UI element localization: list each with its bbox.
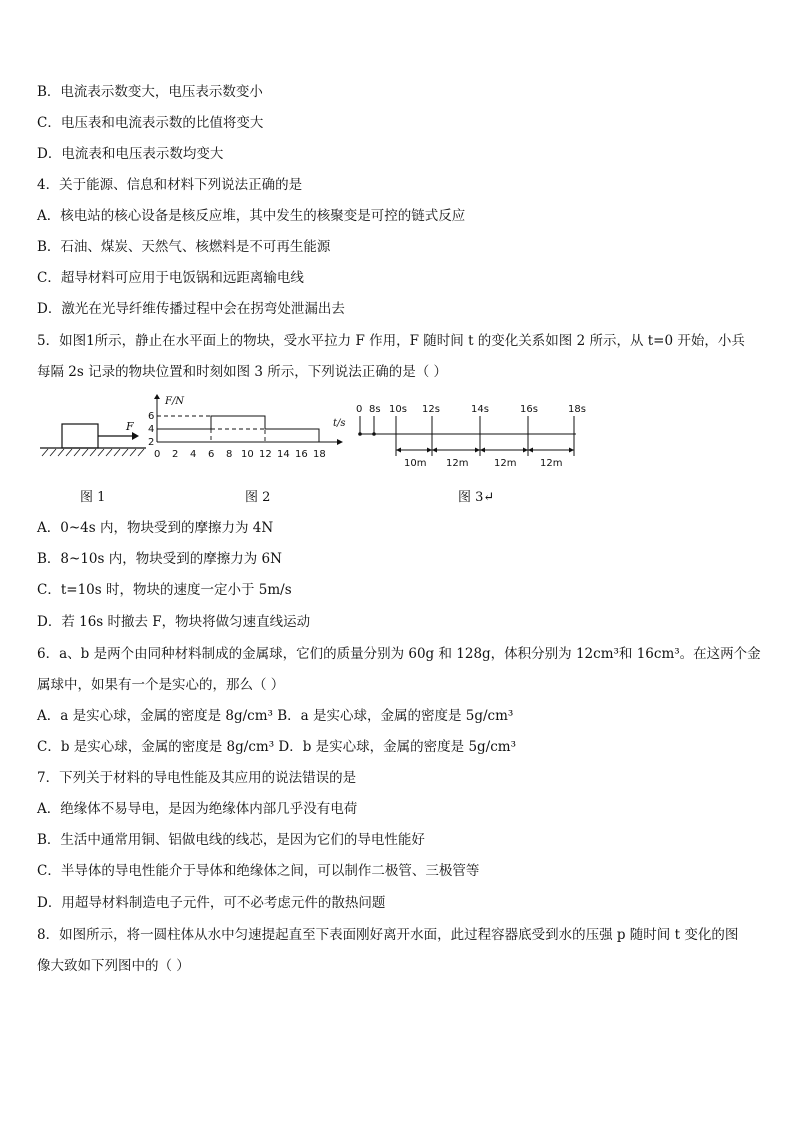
- block: [62, 424, 98, 448]
- time-label: 0: [356, 404, 363, 415]
- time-label: 8s: [369, 404, 381, 415]
- x-axis-arrow: [337, 439, 343, 445]
- figure-3: [352, 398, 592, 474]
- y-tick-label: 2: [148, 437, 155, 448]
- options-6ab: A．a 是实心球，金属的密度是 8g/cm³ B．a 是实心球，金属的密度是 5g/cm³: [37, 708, 514, 724]
- question-6-line1: 6．a、b 是两个由同种材料制成的金属球，它们的质量分别为 60g 和 128g，体积分别为 12cm³和 16cm³。在这两个金: [37, 646, 761, 662]
- option-7c: C．半导体的导电性能介于导体和绝缘体之间，可以制作二极管、三极管等: [37, 863, 480, 879]
- option-4d: D．激光在光导纤维传播过程中会在拐弯处泄漏出去: [37, 301, 345, 317]
- y-axis-arrow: [154, 394, 160, 399]
- question-7: 7．下列关于材料的导电性能及其应用的说法错误的是: [37, 770, 357, 786]
- x-tick-label: 10: [241, 449, 254, 460]
- option-4b: B．石油、煤炭、天然气、核燃料是不可再生能源: [37, 239, 331, 255]
- force-arrow-head: [132, 432, 139, 440]
- option-7d: D．用超导材料制造电子元件，可不必考虑元件的散热问题: [37, 895, 386, 911]
- position-dot: [372, 432, 376, 436]
- question-4: 4．关于能源、信息和材料下列说法正确的是: [37, 177, 303, 193]
- x-axis-label: t/s: [333, 418, 346, 429]
- option-3b: B．电流表示数变大，电压表示数变小: [37, 84, 263, 100]
- option-5d: D．若 16s 时撤去 F，物块将做匀速直线运动: [37, 614, 311, 630]
- x-tick-label: 0: [154, 449, 161, 460]
- time-label: 14s: [471, 404, 489, 415]
- distance-label: 12m: [494, 458, 517, 469]
- option-5b: B．8~10s 内，物块受到的摩擦力为 6N: [37, 551, 282, 567]
- figure-1-caption: 图 1: [80, 490, 106, 505]
- x-tick-label: 18: [313, 449, 326, 460]
- question-6-line2: 属球中，如果有一个是实心的，那么（ ）: [37, 677, 285, 693]
- y-tick-label: 4: [148, 424, 155, 435]
- question-8-line1: 8．如图所示，将一圆柱体从水中匀速提起直至下表面刚好离开水面，此过程容器底受到水的压强 p 随时间 t 变化的图: [37, 927, 739, 943]
- options-6cd: C．b 是实心球，金属的密度是 8g/cm³ D．b 是实心球，金属的密度是 5g/cm³: [37, 739, 516, 755]
- y-axis-label: F/N: [165, 396, 185, 407]
- distance-label: 10m: [404, 458, 427, 469]
- x-tick-label: 6: [208, 449, 215, 460]
- x-tick-label: 2: [172, 449, 179, 460]
- force-label: F: [126, 420, 134, 433]
- option-5a: A．0~4s 内，物块受到的摩擦力为 4N: [37, 520, 274, 536]
- question-5-line2: 每隔 2s 记录的物块位置和时刻如图 3 所示，下列说法正确的是（ ）: [37, 364, 448, 380]
- option-3c: C．电压表和电流表示数的比值将变大: [37, 115, 264, 131]
- time-label: 18s: [568, 404, 586, 415]
- distance-label: 12m: [540, 458, 563, 469]
- question-8-line2: 像大致如下列图中的（ ）: [37, 958, 190, 974]
- x-tick-label: 14: [277, 449, 290, 460]
- figure-1: [38, 412, 148, 458]
- option-5c: C．t=10s 时，物块的速度一定小于 5m/s: [37, 582, 292, 598]
- x-tick-label: 8: [226, 449, 233, 460]
- option-4a: A．核电站的核心设备是核反应堆，其中发生的核聚变是可控的链式反应: [37, 208, 466, 224]
- ground-hatch: [42, 449, 144, 456]
- figure-3-caption: 图 3↵: [458, 490, 495, 505]
- x-tick-label: 4: [190, 449, 197, 460]
- figure-2-caption: 图 2: [245, 490, 271, 505]
- x-tick-label: 12: [259, 449, 272, 460]
- option-4c: C．超导材料可应用于电饭锅和远距离输电线: [37, 270, 304, 286]
- y-tick-label: 6: [148, 411, 155, 422]
- position-dot: [358, 432, 362, 436]
- option-7b: B．生活中通常用铜、铝做电线的线芯，是因为它们的导电性能好: [37, 832, 425, 848]
- time-label: 16s: [520, 404, 538, 415]
- option-7a: A．绝缘体不易导电，是因为绝缘体内部几乎没有电荷: [37, 801, 358, 817]
- question-5-line1: 5．如图1所示，静止在水平面上的物块，受水平拉力 F 作用，F 随时间 t 的变化关系如图 2 所示，从 t=0 开始，小兵: [37, 333, 745, 349]
- time-label: 10s: [389, 404, 407, 415]
- distance-label: 12m: [446, 458, 469, 469]
- time-label: 12s: [422, 404, 440, 415]
- x-tick-label: 16: [295, 449, 308, 460]
- figure-2: [145, 394, 355, 474]
- option-3d: D．电流表和电压表示数均变大: [37, 146, 224, 162]
